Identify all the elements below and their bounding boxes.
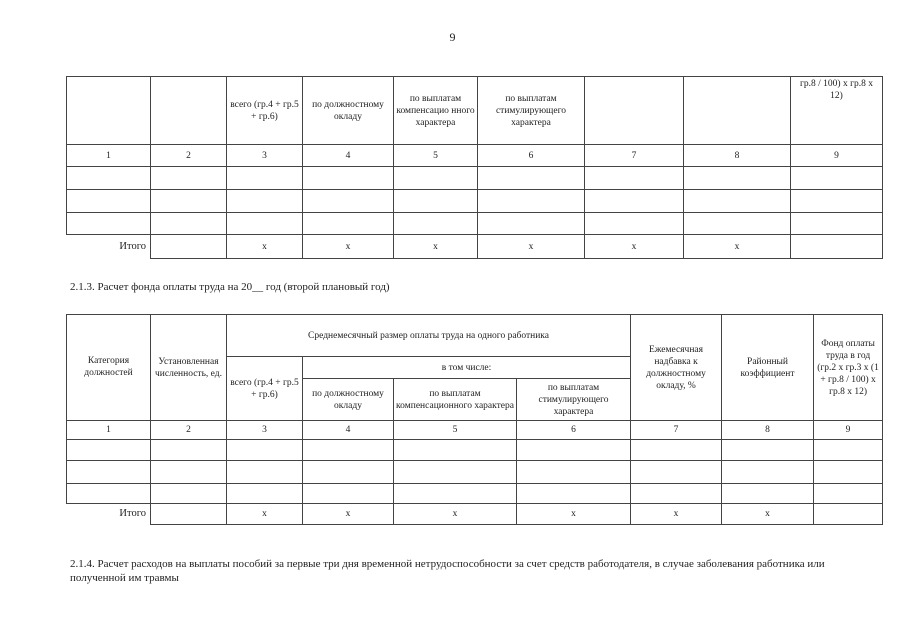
- col-number: 5: [394, 145, 478, 167]
- x-mark: х: [394, 235, 478, 259]
- header-fund: гр.8 / 100) x гр.8 x 12): [791, 77, 883, 145]
- col-number: 4: [303, 421, 394, 440]
- x-mark: х: [478, 235, 585, 259]
- cell-empty: [151, 77, 227, 145]
- column-numbers-row: [67, 421, 883, 440]
- x-mark: х: [303, 504, 394, 525]
- table-2-1-3: [66, 314, 883, 525]
- col-number: 2: [151, 145, 227, 167]
- header-avg-salary-group: Среднемесячный размер оплаты труда на одного работника: [227, 315, 631, 357]
- column-numbers-row: [67, 145, 883, 167]
- col-number: 7: [631, 421, 722, 440]
- col-number: 1: [67, 421, 151, 440]
- x-mark: х: [631, 504, 722, 525]
- total-label: Итого: [119, 508, 146, 520]
- cell-empty: [67, 77, 151, 145]
- header-incentive: по выплатам стимулирующего характера: [517, 379, 631, 421]
- table-row: [67, 167, 883, 190]
- col-number: 5: [394, 421, 517, 440]
- header-salary: по должностному окладу: [303, 77, 394, 145]
- table-row: [67, 190, 883, 213]
- header-total: всего (гр.4 + гр.5 + гр.6): [227, 357, 303, 421]
- col-number: 3: [227, 421, 303, 440]
- col-number: 6: [517, 421, 631, 440]
- col-number: 8: [722, 421, 814, 440]
- col-number: 9: [814, 421, 883, 440]
- table-2-1-2-continuation: [66, 76, 883, 259]
- x-mark: х: [684, 235, 791, 259]
- col-number: 1: [67, 145, 151, 167]
- table-row: [67, 484, 883, 504]
- header-compensation: по выплатам компенсационного характера: [394, 379, 517, 421]
- col-number: 2: [151, 421, 227, 440]
- x-mark: х: [394, 504, 517, 525]
- header-headcount: Установленная численность, ед.: [151, 315, 227, 421]
- x-mark: х: [722, 504, 814, 525]
- section-heading-2-1-3: 2.1.3. Расчет фонда оплаты труда на 20__ год (второй плановый год): [70, 281, 390, 293]
- header-annual-fund: Фонд оплаты труда в год (гр.2 x гр.3 x (1 + гр.8 / 100) x гр.8 x 12): [814, 315, 883, 421]
- header-category: Категория должностей: [67, 315, 151, 421]
- header-including: в том числе:: [303, 357, 631, 379]
- section-heading-2-1-4: 2.1.4. Расчет расходов на выплаты пособий за первые три дня временной нетрудоспособности за счет средств работодателя, в случае заболевания работника или полученной им травмы: [70, 558, 825, 584]
- header-total: всего (гр.4 + гр.5 + гр.6): [227, 77, 303, 145]
- x-mark: х: [517, 504, 631, 525]
- cell-empty: [585, 77, 684, 145]
- col-number: 8: [684, 145, 791, 167]
- col-number: 4: [303, 145, 394, 167]
- table-row: [67, 440, 883, 461]
- header-incentive: по выплатам стимулирующего характера: [478, 77, 585, 145]
- total-row: [67, 235, 883, 259]
- total-label: Итого: [119, 240, 146, 252]
- col-number: 7: [585, 145, 684, 167]
- col-number: 9: [791, 145, 883, 167]
- x-mark: х: [303, 235, 394, 259]
- col-number: 3: [227, 145, 303, 167]
- table-row: [67, 213, 883, 235]
- total-row: [67, 504, 883, 525]
- cell-empty: [684, 77, 791, 145]
- header-compensation: по выплатам компенсацио нного характера: [394, 77, 478, 145]
- x-mark: х: [227, 504, 303, 525]
- col-number: 6: [478, 145, 585, 167]
- header-regional-coefficient: Районный коэффициент: [722, 315, 814, 421]
- x-mark: х: [227, 235, 303, 259]
- page-number: 9: [449, 30, 456, 44]
- table-row: [67, 461, 883, 484]
- x-mark: х: [585, 235, 684, 259]
- header-salary: по должностному окладу: [303, 379, 394, 421]
- header-monthly-bonus: Ежемесячная надбавка к должностному окладу, %: [631, 315, 722, 421]
